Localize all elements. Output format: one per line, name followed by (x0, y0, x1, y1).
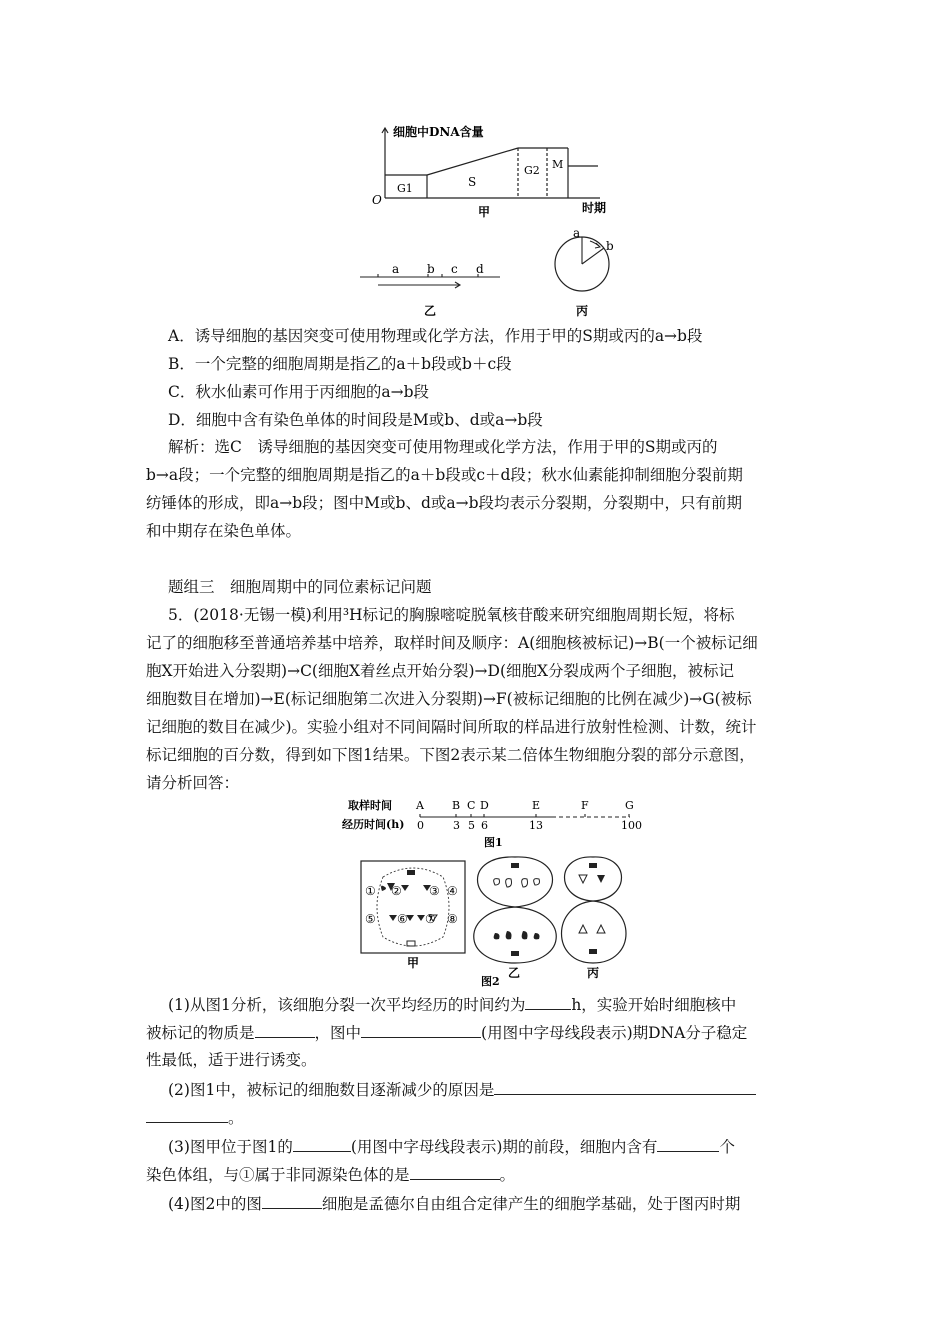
q5-sub1-text: ，图中 (314, 1024, 362, 1042)
yi-point-a: a (392, 262, 400, 276)
cell-yi (474, 857, 557, 980)
answer-blank[interactable] (262, 1193, 322, 1209)
q5-sub4-text: (4)图2中的图 (168, 1195, 262, 1213)
answer-blank[interactable] (657, 1136, 719, 1152)
fig1-hour: 5 (468, 819, 475, 832)
cell-bing-label: 丙 (587, 966, 600, 980)
fig1-point: C (467, 799, 476, 812)
yi-point-c: c (451, 262, 458, 276)
q4-option-d: D．细胞中含有染色单体的时间段是M或b、d或a→b段 (168, 411, 543, 429)
q5-stem-line: 胞X开始进入分裂期)→C(细胞X着丝点开始分裂)→D(细胞X分裂成两个子细胞，被标记 (146, 662, 735, 680)
fig1-caption: 图1 (484, 836, 503, 849)
q5-stem-line: 标记细胞的百分数，得到如下图1结果。下图2表示某二倍体生物细胞分裂的部分示意图， (146, 746, 755, 764)
fig1-point: E (532, 799, 541, 812)
q4-option-b: B．一个完整的细胞周期是指乙的a＋b段或b＋c段 (168, 355, 512, 373)
jia-phase-g2: G2 (524, 164, 540, 177)
answer-blank[interactable] (494, 1079, 756, 1095)
answer-blank[interactable] (293, 1136, 351, 1152)
fig2-caption: 图2 (481, 975, 500, 987)
jia-num: ① (365, 884, 376, 898)
figure-yi-line (360, 255, 520, 317)
q5-sub2-text: (2)图1中，被标记的细胞数目逐渐减少的原因是 (168, 1081, 495, 1099)
bing-point-a: a (573, 226, 581, 240)
fig1-hour: 3 (453, 819, 460, 832)
q5-sub3-line2 (146, 1164, 515, 1185)
figure-bing-circle (548, 226, 628, 318)
figure-jia-dna-chart (360, 120, 620, 220)
jia-origin: O (372, 193, 382, 207)
jia-num: ② (391, 884, 402, 898)
jia-num: ⑧ (447, 912, 458, 926)
cell-jia-label: 甲 (407, 956, 420, 970)
jia-num: ⑥ (397, 912, 408, 926)
answer-blank[interactable] (146, 1107, 228, 1123)
fig1-hour: 0 (417, 819, 424, 832)
cell-yi-label: 乙 (508, 966, 521, 980)
q4-analysis-line: 解析：选C 诱导细胞的基因突变可使用物理或化学方法，作用于甲的S期或丙的 (168, 438, 718, 456)
jia-caption: 甲 (478, 205, 491, 219)
fig1-row2-label: 经历时间(h) (342, 818, 405, 831)
q5-stem-line: 记了的细胞移至普通培养基中培养，取样时间及顺序：A(细胞核被标记)→B(一个被标记细 (146, 634, 758, 652)
q5-sub3-line1 (168, 1136, 735, 1157)
fig1-row1-label: 取样时间 (348, 799, 392, 812)
fig1-point: G (625, 799, 634, 812)
jia-num: ③ (429, 884, 440, 898)
q4-analysis-line: b→a段；一个完整的细胞周期是指乙的a＋b段或c＋d段；秋水仙素能抑制细胞分裂前期 (146, 466, 743, 484)
bing-point-b: b (606, 239, 614, 253)
q5-sub3-text: 。 (499, 1166, 516, 1184)
answer-blank[interactable] (525, 994, 571, 1010)
jia-ylabel: 细胞中DNA含量 (393, 125, 484, 139)
jia-phase-m: M (552, 158, 564, 171)
cell-jia (361, 861, 465, 970)
q5-sub1-text: 性最低，适于进行诱变。 (146, 1051, 317, 1069)
yi-point-d: d (476, 262, 484, 276)
yi-caption: 乙 (424, 304, 437, 317)
q5-stem-line: 请分析回答： (146, 774, 240, 792)
figure2-cells (355, 855, 655, 987)
fig1-point: B (452, 799, 461, 812)
yi-point-b: b (427, 262, 435, 276)
q5-sub3-text: (3)图甲位于图1的 (168, 1138, 293, 1156)
q5-stem-line: 细胞数目在增加)→E(标记细胞第二次进入分裂期)→F(被标记细胞的比例在减少)→G(被标 (146, 690, 752, 708)
q5-sub1-line2 (146, 1022, 747, 1043)
q5-sub2-text: 。 (228, 1109, 244, 1127)
q5-sub2-line1 (168, 1079, 756, 1100)
fig1-point: A (416, 799, 424, 812)
figure1-timeline (340, 797, 650, 852)
jia-phase-g1: G1 (397, 182, 413, 195)
q5-stem-line: 5．(2018·无锡一模)利用³H标记的胸腺嘧啶脱氧核苷酸来研究细胞周期长短，将标 (168, 606, 735, 624)
section-title: 题组三 细胞周期中的同位素标记问题 (168, 578, 432, 596)
q5-sub3-text: (用图中字母线段表示)期的前段，细胞内含有 (350, 1138, 658, 1156)
bing-caption: 丙 (576, 304, 589, 318)
q4-option-c: C．秋水仙素可作用于丙细胞的a→b段 (168, 383, 430, 401)
jia-xlabel: 时期 (582, 201, 607, 215)
q4-option-a: A．诱导细胞的基因突变可使用物理或化学方法，作用于甲的S期或丙的a→b段 (168, 327, 703, 345)
q5-sub1-line1 (168, 994, 736, 1015)
q5-sub4-text: 细胞是孟德尔自由组合定律产生的细胞学基础，处于图丙时期 (321, 1195, 741, 1213)
fig1-point: F (581, 799, 589, 812)
jia-num: ⑤ (365, 912, 376, 926)
q4-analysis-line: 和中期存在染色单体。 (146, 522, 302, 540)
cell-bing (562, 857, 627, 980)
answer-blank[interactable] (255, 1022, 315, 1038)
q5-sub3-text: 染色体组，与①属于非同源染色体的是 (146, 1166, 410, 1184)
q4-analysis-line: 纺锤体的形成，即a→b段；图中M或b、d或a→b段均表示分裂期，分裂期中，只有前期 (146, 494, 743, 512)
q5-sub1-text: (用图中字母线段表示)期DNA分子稳定 (481, 1024, 748, 1042)
q5-sub4-line1 (168, 1193, 740, 1214)
q5-sub1-text: h，实验开始时细胞核中 (571, 996, 737, 1014)
jia-num: ④ (447, 884, 458, 898)
fig1-point: D (480, 799, 489, 812)
jia-num: ⑦ (425, 912, 436, 926)
jia-phase-s: S (468, 175, 477, 189)
q5-sub1-text: 被标记的物质是 (146, 1024, 255, 1042)
fig1-hour: 6 (481, 819, 488, 832)
fig1-hour: 13 (529, 819, 543, 832)
answer-blank[interactable] (361, 1022, 481, 1038)
q5-stem-line: 记细胞的数目在减少)。实验小组对不同间隔时间所取的样品进行放射性检测、计数，统计 (146, 718, 757, 736)
q5-sub2-line2 (146, 1107, 244, 1128)
fig1-hour: 100 (621, 819, 642, 832)
q5-sub1-text: (1)从图1分析，该细胞分裂一次平均经历的时间约为 (168, 996, 526, 1014)
q5-sub3-text: 个 (719, 1138, 735, 1156)
answer-blank[interactable] (410, 1164, 500, 1180)
